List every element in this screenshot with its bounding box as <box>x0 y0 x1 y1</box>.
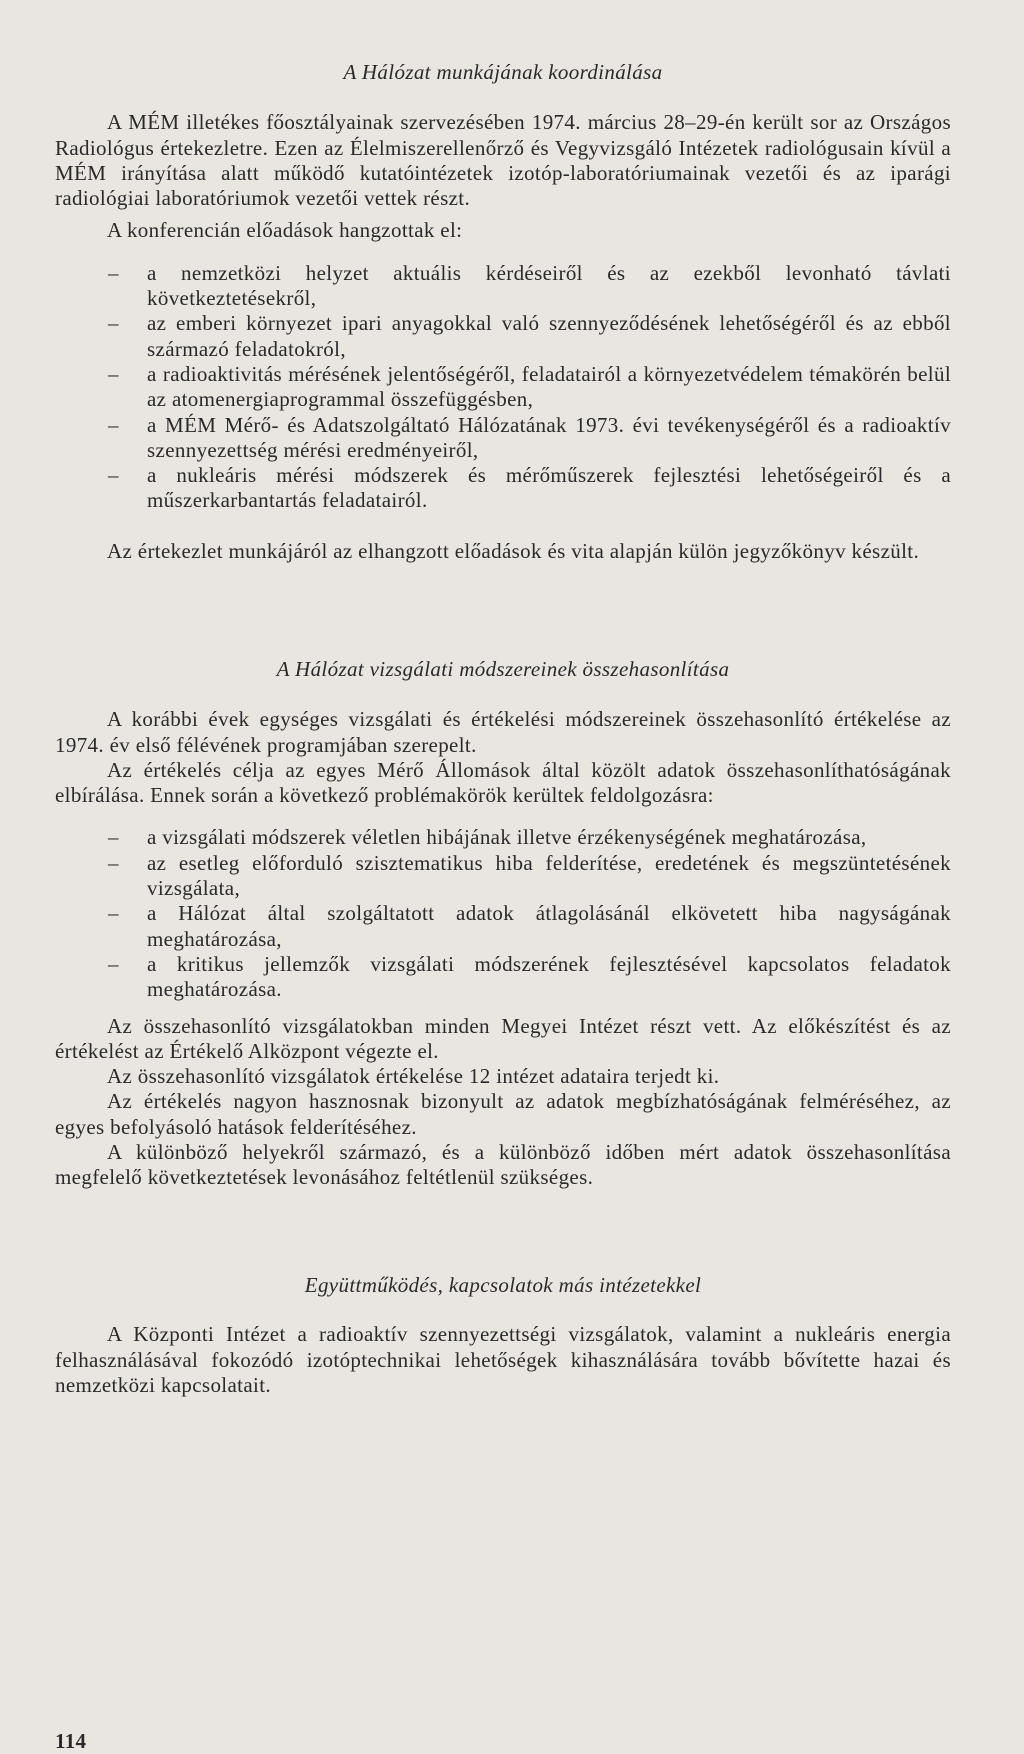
body-paragraph: Az értekezlet munkájáról az elhangzott előadások és vita alapján külön jegyzőkönyv készült. <box>107 538 920 563</box>
body-paragraph: Az összehasonlító vizsgálatokban minden Megyei Intézet részt vett. Az előkészítést és az értékelést az Értékelő Alközpont végezte el. <box>55 1013 951 1063</box>
body-paragraph: A Központi Intézet a radioaktív szennyezettségi vizsgálatok, valamint a nukleáris energia felhasználásával fokozódó izotóptechnikai lehetőségek kihasználására tovább bővítette hazai és nemzetközi kapcsolatait. <box>55 1322 951 1397</box>
lecture-list <box>55 261 951 514</box>
list-dash: – <box>108 850 119 875</box>
list-item: – a vizsgálati módszerek véletlen hibájának illetve érzékenységének meghatározása, <box>108 825 867 850</box>
list-dash: – <box>108 311 119 336</box>
list-item: – az emberi környezet ipari anyagokkal való szennyeződésének lehetőségéről és az ebből származó feladatokról, <box>108 311 951 361</box>
list-item: – a MÉM Mérő- és Adatszolgáltató Hálózatának 1973. évi tevékenységéről és a radioaktív szennyezettség mérési eredményeiről, <box>108 412 951 462</box>
section-heading: Együttműködés, kapcsolatok más intézetekkel <box>304 1273 702 1297</box>
body-paragraph: Az összehasonlító vizsgálatok értékelése 12 intézet adataira terjedt ki. <box>107 1064 720 1089</box>
section-cooperation <box>55 1273 951 1398</box>
list-dash: – <box>108 901 119 926</box>
list-item: – a radioaktivitás mérésének jelentőségéről, feladatairól a környezetvédelem témakörén belül az atomenergiaprogrammal összefüggésben, <box>108 361 951 412</box>
list-item: – az esetleg előforduló szisztematikus hiba felderítése, eredetének és megszüntetésének vizsgálata, <box>108 850 951 901</box>
list-item: – a nukleáris mérési módszerek és mérőműszerek fejlesztési lehetőségeiről és a műszerkarbantartás feladatairól. <box>108 463 951 513</box>
list-dash: – <box>108 951 119 976</box>
body-paragraph: A korábbi évek egységes vizsgálati és értékelési módszereinek összehasonlító értékelése az 1974. év első félévének programjában szerepelt. <box>55 707 951 757</box>
body-paragraph: Az értékelés célja az egyes Mérő Állomások által közölt adatok összehasonlíthatóságának elbírálása. Ennek során a következő problémakörök kerültek feldolgozásra: <box>55 757 951 808</box>
body-paragraph: A MÉM illetékes főosztályainak szervezésében 1974. március 28–29-én került sor az Országos Radiológus értekezletre. Ezen az Élelmiszerellenőrző és Vegyvizsgáló Intézetek radiológusain kívül a MÉM irányítása alatt működő kutatóintézetek izotóp-laboratóriumainak vezetői és az iparági radiológiai laboratóriumok vezetői vettek részt. <box>55 110 951 211</box>
list-dash: – <box>108 463 119 488</box>
list-item: – a Hálózat által szolgáltatott adatok átlagolásánál elkövetett hiba nagyságának meghatározása, <box>108 901 951 951</box>
section-heading: A Hálózat vizsgálati módszereinek összehasonlítása <box>276 657 730 681</box>
problem-list <box>55 825 951 1002</box>
body-paragraph: Az értékelés nagyon hasznosnak bizonyult az adatok megbízhatóságának felméréséhez, az egyes befolyásoló hatások felderítéséhez. <box>55 1089 951 1139</box>
list-dash: – <box>108 260 119 285</box>
list-dash: – <box>108 412 119 437</box>
section-network-coordination <box>55 60 951 564</box>
body-paragraph: A különböző helyekről származó, és a különböző időben mért adatok összehasonlítása megfelelő következtetések levonásához feltétlenül szükséges. <box>55 1140 951 1190</box>
page-number: 114 <box>55 1729 87 1753</box>
list-item: – a kritikus jellemzők vizsgálati módszerének fejlesztésével kapcsolatos feladatok meghatározása. <box>108 951 951 1002</box>
section-heading: A Hálózat munkájának koordinálása <box>343 60 663 84</box>
list-item: – a nemzetközi helyzet aktuális kérdéseiről és az ezekből levonható távlati következtetésekről, <box>108 260 951 311</box>
list-dash: – <box>108 825 119 850</box>
body-paragraph: A konferencián előadások hangzottak el: <box>107 218 463 243</box>
section-method-comparison <box>55 657 951 1191</box>
list-dash: – <box>108 361 119 386</box>
